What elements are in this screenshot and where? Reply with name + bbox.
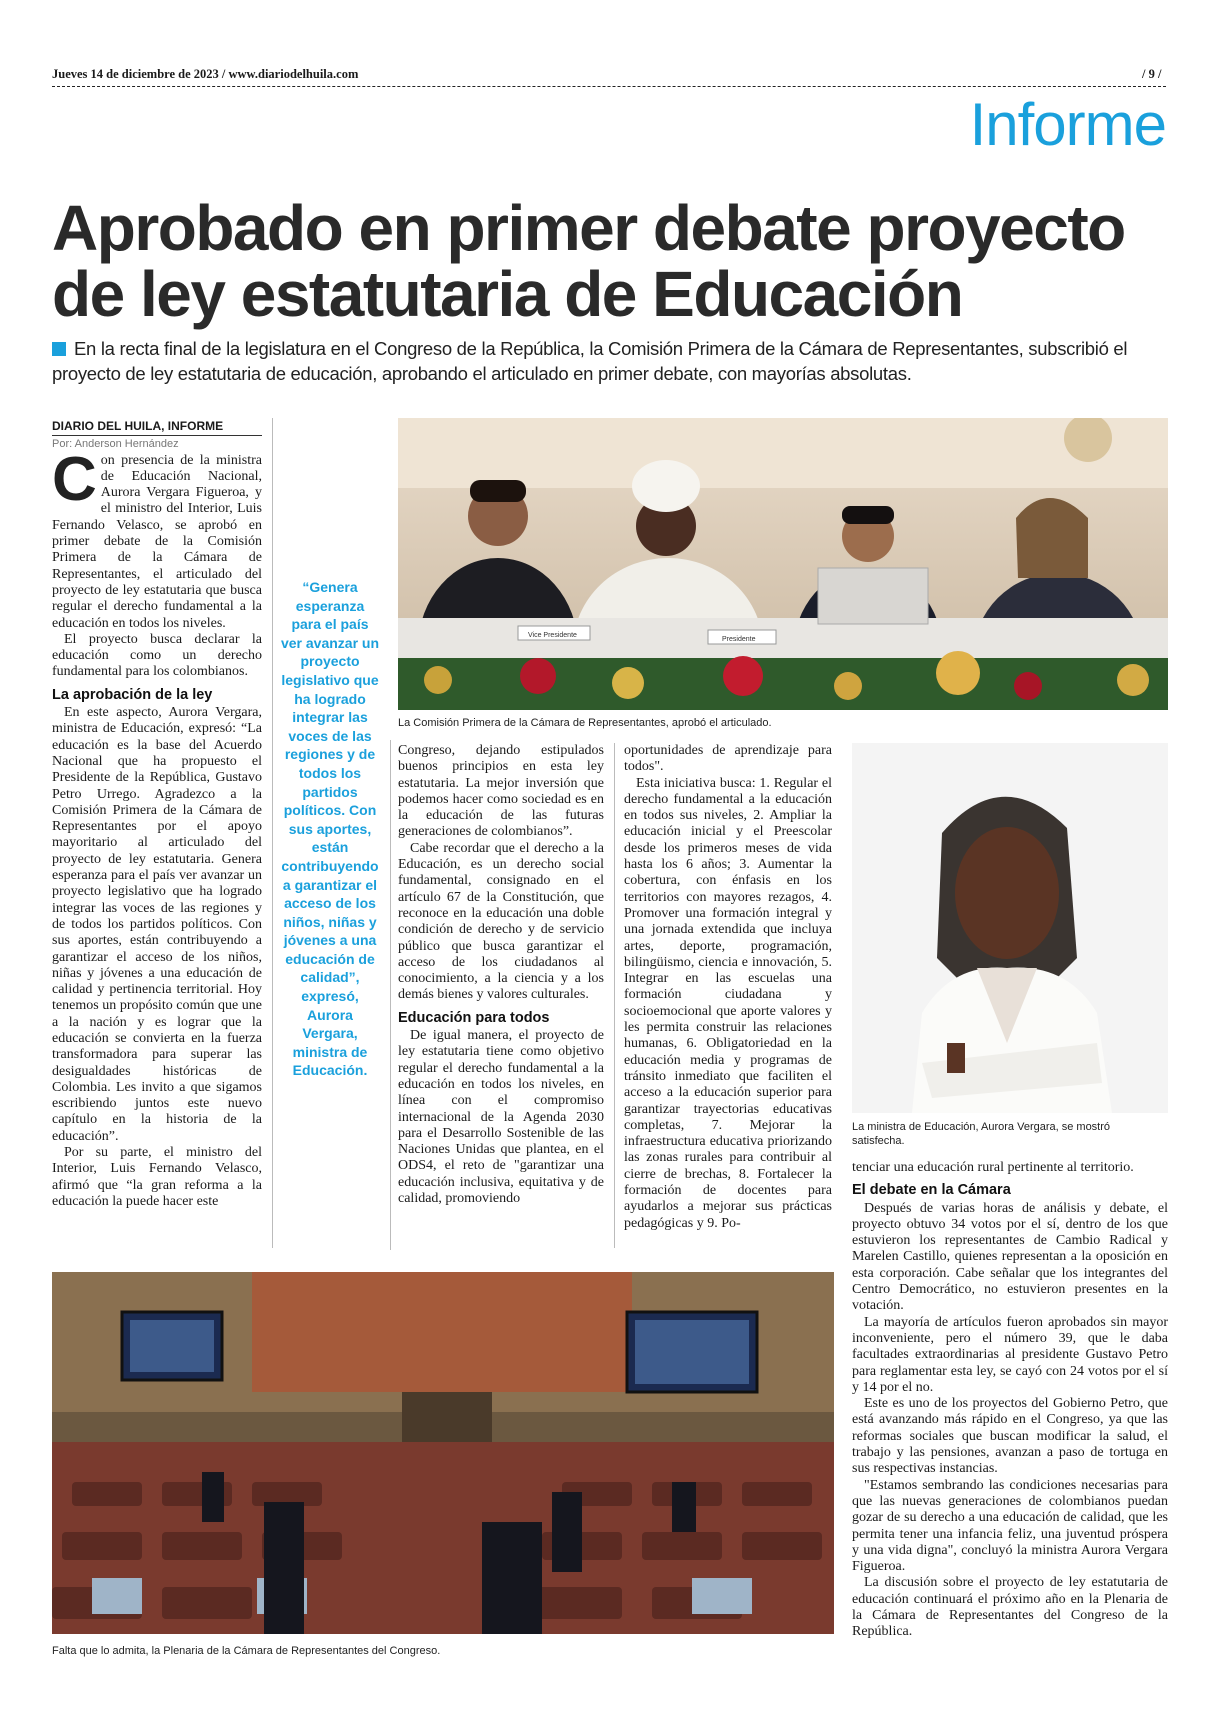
column-rule (272, 418, 273, 1248)
top-photo-caption: La Comisión Primera de la Cámara de Representantes, aprobó el articulado. (398, 717, 772, 729)
paragraph: oportunidades de aprendizaje para todos". (624, 743, 832, 775)
committee-photo-image (398, 418, 1168, 710)
lead-square-icon (52, 342, 66, 356)
header-rule (52, 86, 1166, 87)
date-site-line: Jueves 14 de diciembre de 2023 / www.diariodelhuila.com (52, 67, 359, 81)
source-label: DIARIO DEL HUILA, INFORME (52, 418, 262, 436)
column-3 (398, 743, 604, 1207)
portrait-caption: La ministra de Educación, Aurora Vergara, se mostró satisfecha. (852, 1121, 1111, 1147)
minister-portrait-image (852, 743, 1168, 1113)
svg-text:Presidente: Presidente (722, 636, 756, 643)
author-byline: Por: Anderson Hernández (52, 438, 179, 451)
paragraph: tenciar una educación rural pertinente al territorio. (852, 1160, 1134, 1175)
paragraph: Después de varias horas de análisis y debate, el proyecto obtuvo 34 votos por el sí, dentro de los que estuvieron los representantes de Cambio Radical y Marelen Castillo, quienes representan a la oposición en esta corporación. Cabe señalar que los integrantes del Centro Democrático, no estuvieron presentes en la votación. (852, 1200, 1168, 1314)
paragraph: La discusión sobre el proyecto de ley estatutaria de educación continuará el próximo año en la Plenaria de la Cámara de Representantes del Congreso de la República. (852, 1575, 1168, 1640)
paragraph: on presencia de la ministra de Educación Nacional, Aurora Vergara Figueroa, y el ministro del Interior, Luis Fernando Velasco, se aprobó en primer debate de la Comisión Primera de la Cámara de Representantes, el articulado del proyecto de ley estatutaria que busca regular el derecho fundamental a la educación en todos los niveles. (52, 452, 262, 631)
paragraph: Esta iniciativa busca: 1. Regular el derecho fundamental a la educación en todos sus niveles, 2. Ampliar la educación inicial y el Preescolar desde los primeros meses de vida hasta los 6 años; 3. Aumentar la cobertura, con énfasis en los territorios con mayores rezagos, 4. Promover una formación integral y una jornada extendida que incluya artes, deporte, programación, bilingüismo, ciencia e innovación, 5. Integrar en las escuelas una formación ciudadana y socioemocional que aporte valores y les permita construir las relaciones humanas, 6. Obligatoriedad en la educación media y programas de tránsito inmediato que faciliten el acceso a la educación superior para garantizar trayectorias educativas completas, 7. Mejorar la infraestructura educativa priorizando las zonas rurales para contribuir al cierre de brechas, 8. Fortalecer la formación de docentes para ayudarlos a mejorar sus prácticas pedagógicas y 9. Po- (624, 775, 832, 1231)
bottom-photo-caption: Falta que lo admita, la Plenaria de la Cámara de Representantes del Congreso. (52, 1645, 441, 1657)
paragraph: Congreso, dejando estipulados buenos principios en esta ley estatutaria. La mejor inversión que podemos hacer como sociedad es en la educación de las futuras generaciones de colombianos”. (398, 743, 604, 840)
paragraph: En este aspecto, Aurora Vergara, ministra de Educación, expresó: “La educación es la base del Acuerdo Nacional que ha propuesto el Presidente de la República, Gustavo Petro Urrego. Agradezco a la Comisión Primera de la Cámara de Representantes por el apoyo mayoritario al articulado del proyecto de ley estatutaria. Genera esperanza para el país ver avanzar un proyecto legislativo que ha logrado integrar las voces de las regiones y de todos los partidos políticos. Con sus aportes, están contribuyendo a garantizar el acceso de los niños, niñas y jóvenes a una educación de calidad y pertinencia territorial. Hoy tenemos un propósito común que une a la nación y es lograr que la educación se convierta en la fuerza transformadora para superar las desigualdades históricas de Colombia. Les invito a que sigamos escribiendo juntos este nuevo capítulo en la historia de la educación”. (52, 705, 262, 1144)
column-1 (52, 418, 262, 1210)
headline-line-1: Aprobado en primer debate proyecto (52, 192, 1125, 264)
headline-line-2: de ley estatutaria de Educación (52, 258, 963, 330)
svg-text:Vice Presidente: Vice Presidente (528, 632, 577, 639)
pull-quote: “Genera esperanza para el país ver avanzar un proyecto legislativo que ha logrado integrar las voces de las regiones y de todos los partidos políticos. Con sus aportes, están contribuyendo a garantizar el acceso de los niños, niñas y jóvenes a una educación de calidad”, expresó, Aurora Vergara, ministra de Educación. (280, 579, 380, 1079)
subheading: Educación para todos (398, 1009, 550, 1026)
headline (52, 192, 1182, 330)
page-number: / 9 / (1142, 67, 1162, 81)
paragraph: De igual manera, el proyecto de ley estatutaria tiene como objetivo regular el derecho fundamental a la educación en todos los niveles, en línea con el compromiso internacional de la Agenda 2030 para el Desarrollo Sostenible de las Naciones Unidas que plantea, en el ODS4, el reto de "garantizar una educación inclusiva, equitativa y de calidad, promoviendo (398, 1028, 604, 1207)
paragraph: Este es uno de los proyectos del Gobierno Petro, que está avanzando más rápido en el Congreso, ya que las reformas sociales que buscan modificar la salud, el trabajo y las pensiones, avanzan a paso de tortuga en sus respectivas instancias. (852, 1396, 1168, 1477)
paragraph: "Estamos sembrando las condiciones necesarias para que las nuevas generaciones de colombianos puedan gozar de su derecho a una educación de calidad, que les permita tener una infancia feliz, una juventud próspera y una vida digna", concluyó la ministra Aurora Vergara Figueroa. (852, 1477, 1168, 1575)
paragraph: Por su parte, el ministro del Interior, Luis Fernando Velasco, afirmó que “la gran reforma a la educación la puede hacer este (52, 1145, 262, 1209)
lead-paragraph (52, 336, 1170, 386)
paragraph: La mayoría de artículos fueron aprobados sin mayor inconveniente, pero el número 39, que le daba facultades extraordinarias al presidente Gustavo Petro para reglamentar esta ley, se cayó con 24 votos por el sí y 14 por el no. (852, 1314, 1168, 1395)
plenary-photo-image (52, 1272, 834, 1634)
subheading: La aprobación de la ley (52, 686, 213, 703)
plenary-photo (52, 1272, 834, 1634)
section-title: Informe (969, 91, 1166, 158)
committee-photo (398, 418, 1168, 710)
subheading: El debate en la Cámara (852, 1182, 1011, 1199)
column-5 (852, 1160, 1168, 1641)
column-rule (614, 743, 615, 1248)
paragraph: Cabe recordar que el derecho a la Educación, es un derecho social fundamental, consignado en el artículo 67 de la Constitución, que reconoce en la educación una doble condición de derecho y de servicio público que busca garantizar el acceso de los ciudadanos al conocimiento, a la ciencia y a los demás bienes y valores culturales. (398, 840, 604, 1003)
column-rule (390, 740, 391, 1250)
lead-text: En la recta final de la legislatura en el Congreso de la República, la Comisión Primera de la Cámara de Representantes, subscribió el proyecto de ley estatutaria de educación, aprobando el articulado en primer debate, con mayorías absolutas. (52, 338, 1128, 384)
dropcap: C (52, 444, 97, 514)
minister-portrait (852, 743, 1168, 1113)
column-4 (624, 743, 832, 1232)
paragraph: El proyecto busca declarar la educación como un derecho fundamental para los colombianos. (52, 631, 262, 680)
